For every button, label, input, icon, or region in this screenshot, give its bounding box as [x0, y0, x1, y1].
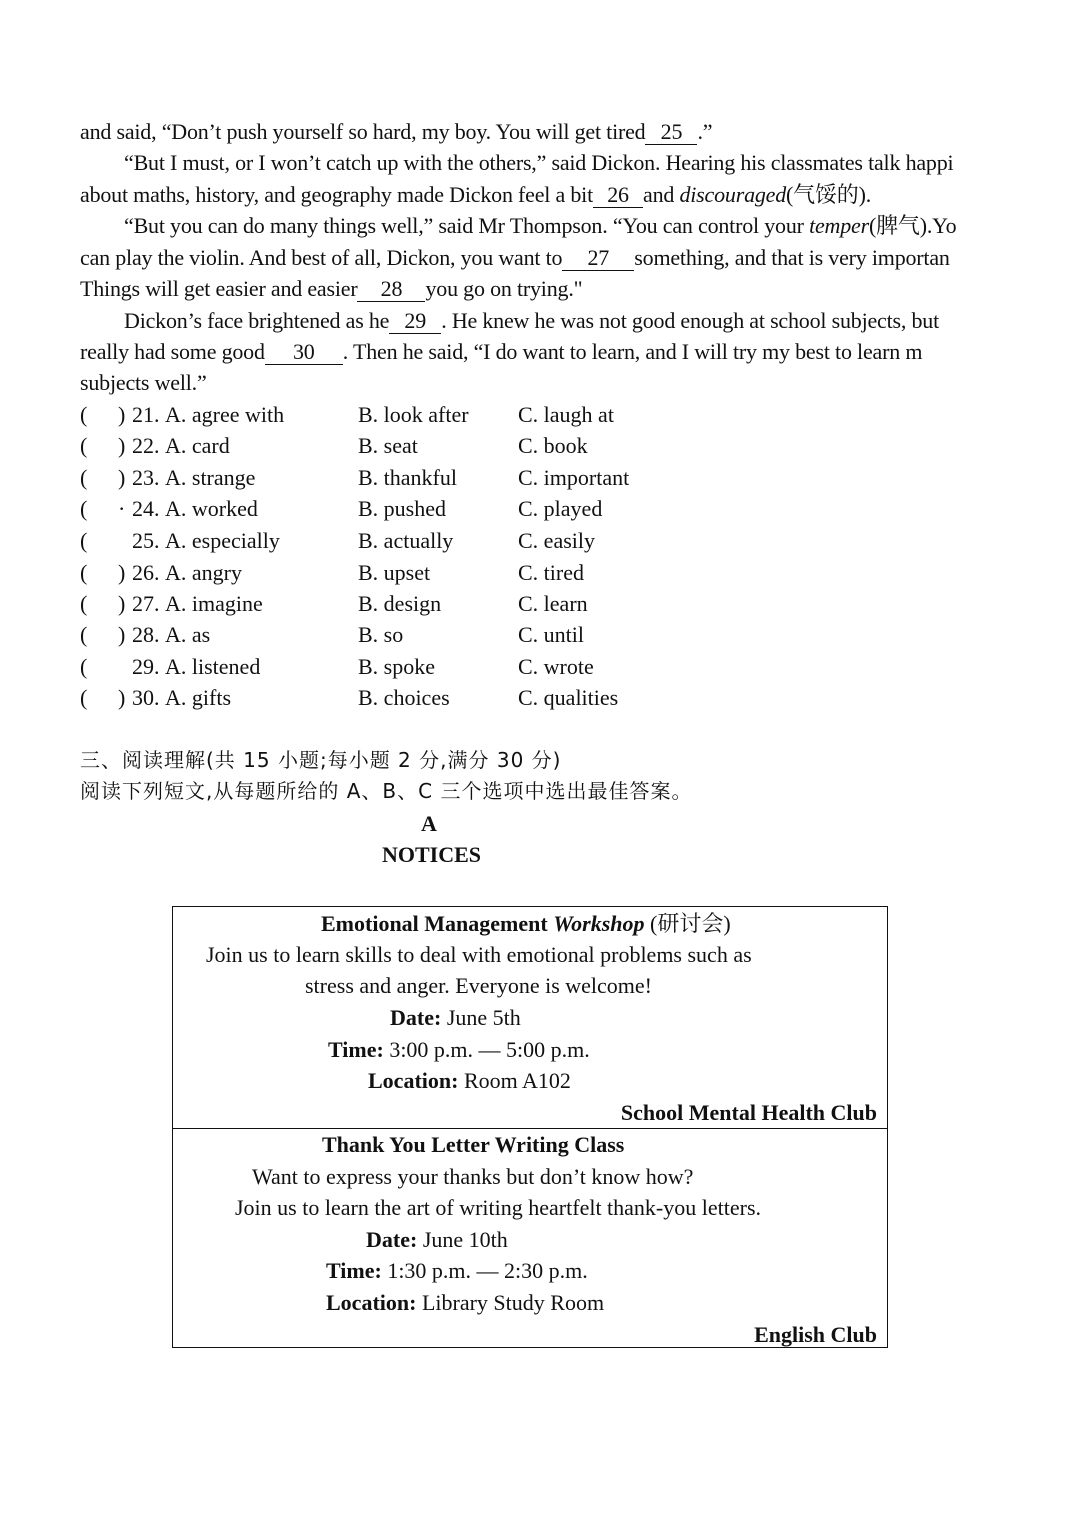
- option-a: A. imagine: [165, 591, 263, 616]
- option-b: B. seat: [358, 433, 418, 458]
- option-b: B. so: [358, 622, 404, 647]
- option-c: C. book: [518, 433, 588, 458]
- notice1-time: Time: 3:00 p.m. — 5:00 p.m.: [328, 1037, 590, 1062]
- option-c: C. qualities: [518, 685, 619, 710]
- notice1-organizer: School Mental Health Club: [620, 1100, 877, 1125]
- option-c: C. important: [518, 465, 630, 490]
- option-b: B. upset: [358, 560, 431, 585]
- blank-26: 26: [593, 183, 643, 208]
- option-b: B. pushed: [358, 496, 446, 521]
- option-b: B. spoke: [358, 654, 435, 679]
- option-c: C. wrote: [518, 654, 594, 679]
- notices-title: NOTICES: [382, 842, 482, 867]
- notices-box: [172, 906, 888, 1348]
- blank-28: 28: [357, 277, 425, 302]
- option-c: C. easily: [518, 528, 595, 553]
- notice2-date: Date: June 10th: [366, 1227, 508, 1252]
- passage-line: subjects well.”: [80, 370, 207, 395]
- option-a: A. especially: [165, 528, 280, 553]
- notice2-organizer: English Club: [754, 1322, 877, 1347]
- option-a: A. angry: [165, 560, 242, 585]
- passage-line: Dickon’s face brightened as he 29 . He knew he was not good enough at school subjects, but: [124, 308, 939, 333]
- notice2-time: Time: 1:30 p.m. — 2:30 p.m.: [326, 1258, 588, 1283]
- option-b: B. actually: [358, 528, 454, 553]
- option-a: A. as: [165, 622, 211, 647]
- option-b: B. design: [358, 591, 442, 616]
- option-c: C. until: [518, 622, 585, 647]
- option-a: A. gifts: [165, 685, 231, 710]
- notice1-location: Location: Room A102: [368, 1068, 571, 1093]
- option-a: A. card: [165, 433, 230, 458]
- passage-line: Things will get easier and easier 28 you go on trying.": [80, 276, 583, 301]
- blank-29: 29: [389, 309, 441, 334]
- part-label: A: [421, 811, 437, 836]
- notice1-title: Emotional Management Workshop (研讨会): [321, 911, 731, 936]
- option-a: A. agree with: [165, 402, 285, 427]
- option-b: B. choices: [358, 685, 450, 710]
- passage-line: and said, “Don’t push yourself so hard, my boy. You will get tired 25 .”: [80, 119, 713, 144]
- passage-line: “But you can do many things well,” said Mr Thompson. “You can control your temper(脾气).Yo: [124, 213, 957, 238]
- section-instruction: 阅读下列短文,从每题所给的 A、B、C 三个选项中选出最佳答案。: [80, 779, 693, 803]
- option-a: A. strange: [165, 465, 256, 490]
- notice2-location: Location: Library Study Room: [326, 1290, 605, 1315]
- passage-line: really had some good 30 . Then he said, “I do want to learn, and I will try my best to learn m: [80, 339, 923, 364]
- blank-27: 27: [562, 246, 634, 271]
- notice2-title: Thank You Letter Writing Class: [322, 1132, 625, 1157]
- notice2-desc-2: Join us to learn the art of writing heartfelt thank-you letters.: [235, 1195, 762, 1220]
- blank-30: 30: [265, 340, 343, 365]
- option-c: C. played: [518, 496, 603, 521]
- option-b: B. thankful: [358, 465, 457, 490]
- notice2-desc-1: Want to express your thanks but don’t know how?: [252, 1164, 694, 1189]
- notice1-date: Date: June 5th: [390, 1005, 521, 1030]
- passage-line: about maths, history, and geography made Dickon feel a bit 26 and discouraged(气馁的).: [80, 182, 871, 207]
- passage-line: can play the violin. And best of all, Dickon, you want to 27 something, and that is very importan: [80, 245, 950, 270]
- notice1-desc-1: Join us to learn skills to deal with emotional problems such as: [206, 942, 752, 967]
- passage-line: “But I must, or I won’t catch up with the others,” said Dickon. Hearing his classmates talk happi: [124, 150, 954, 175]
- notice-divider: [173, 1128, 887, 1129]
- option-c: C. learn: [518, 591, 588, 616]
- option-a: A. listened: [165, 654, 261, 679]
- option-a: A. worked: [165, 496, 258, 521]
- blank-25: 25: [645, 120, 697, 145]
- option-b: B. look after: [358, 402, 469, 427]
- notice1-desc-2: stress and anger. Everyone is welcome!: [305, 973, 652, 998]
- option-c: C. laugh at: [518, 402, 614, 427]
- option-c: C. tired: [518, 560, 584, 585]
- section-heading: 三、阅读理解(共 15 小题;每小题 2 分,满分 30 分): [80, 748, 562, 772]
